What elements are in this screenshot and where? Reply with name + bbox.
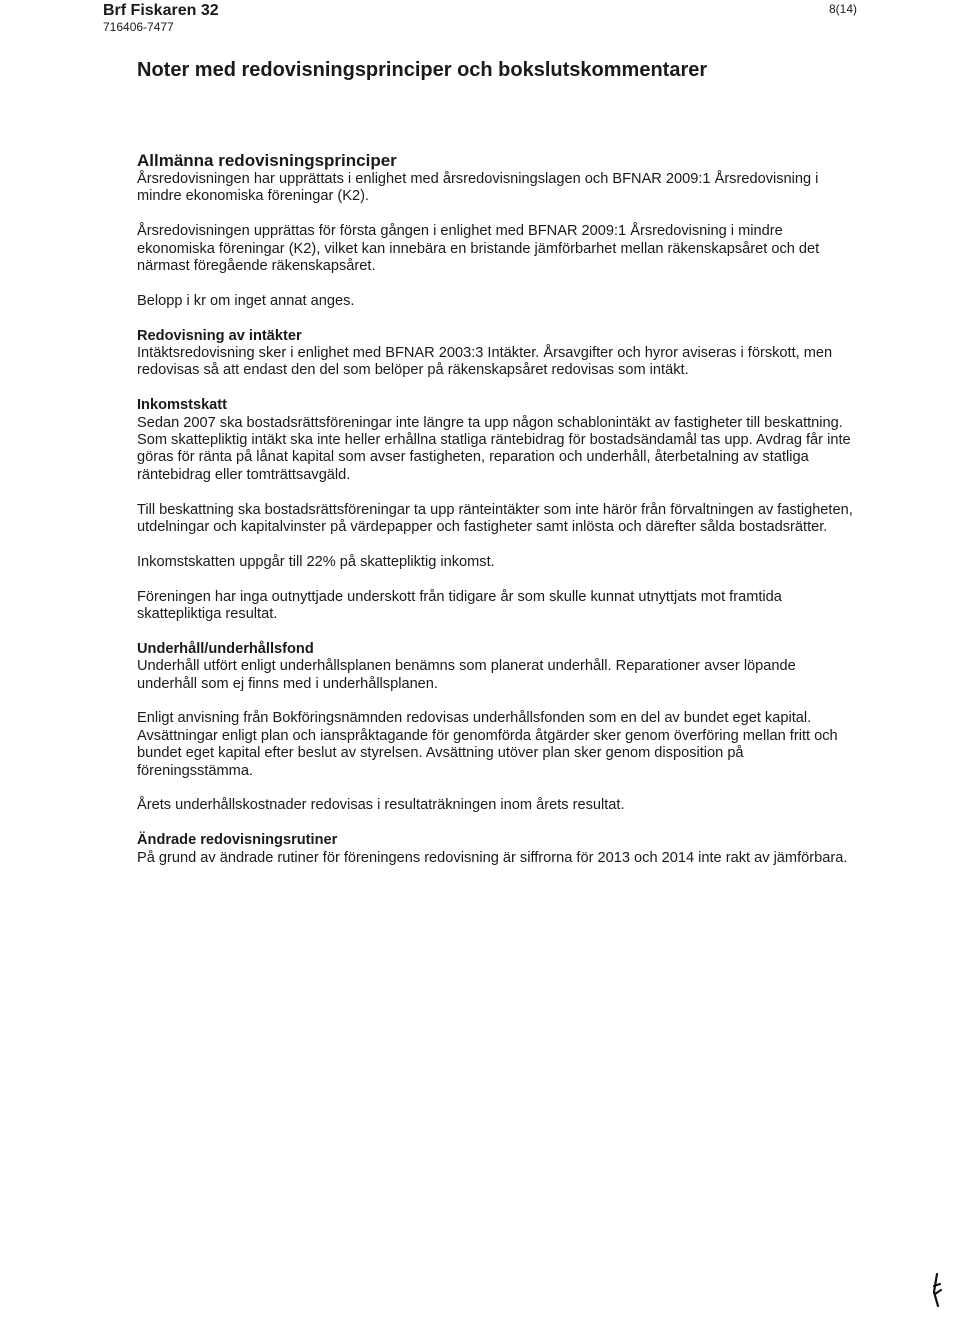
section-revenue-recognition	[137, 328, 857, 380]
organization-name: Brf Fiskaren 32	[103, 2, 219, 19]
section-heading-changed-routines: Ändrade redovisningsrutiner	[137, 832, 338, 849]
document-title: Noter med redovisningsprinciper och bokslutskommentarer	[137, 59, 708, 81]
paragraph: Intäktsredovisning sker i enlighet med BFNAR 2003:3 Intäkter. Årsavgifter och hyror aviseras i förskott, men redovisas så att endast den del som belöper på räkenskapsåret redovisas som intäkt.	[137, 345, 833, 379]
notes-content	[137, 151, 857, 867]
paragraph: Årsredovisningen upprättas för första gången i enlighet med BFNAR 2009:1 Årsredovisning i mindre ekonomiska föreningar (K2), vilket kan innebära en bristande jämförbarhet mellan räkenskapsåret och det närmast föregående räkenskapsåret.	[137, 223, 820, 275]
paragraph: Enligt anvisning från Bokföringsnämnden redovisas underhållsfonden som en del av bundet eget kapital. Avsättningar enligt plan och ianspråktagande för genomförda åtgärder sker genom överföring mellan fritt och bundet eget kapital efter beslut av styrelsen. Avsättning utöver plan sker genom disposition på föreningsstämma.	[137, 710, 838, 779]
page-number: 8(14)	[828, 2, 857, 16]
section-heading-income-tax: Inkomstskatt	[137, 397, 228, 414]
paragraph: Till beskattning ska bostadsrättsföreningar ta upp ränteintäkter som inte härör från förvaltningen av fastigheten, utdelningar och kapitalvinster på värdepapper och fastigheter samt inlösta och därefter sålda bostadsrätter.	[137, 501, 853, 536]
section-heading-revenue-recognition: Redovisning av intäkter	[137, 327, 302, 344]
paragraph: Inkomstskatten uppgår till 22% på skattepliktig inkomst.	[137, 553, 495, 570]
organization-number: 716406-7477	[103, 20, 174, 34]
paragraph: Årsredovisningen har upprättats i enlighet med årsredovisningslagen och BFNAR 2009:1 Årsredovisning i mindre ekonomiska föreningar (K2).	[137, 171, 819, 205]
section-changed-accounting-routines	[137, 832, 857, 867]
paragraph: Årets underhållskostnader redovisas i resultaträkningen inom årets resultat.	[137, 797, 625, 814]
paragraph: Föreningen har inga outnyttjade underskott från tidigare år som skulle kunnat utnyttjats mot framtida skattepliktiga resultat.	[137, 588, 782, 623]
paragraph: På grund av ändrade rutiner för föreningens redovisning är siffrorna för 2013 och 2014 inte rakt av jämförbara.	[137, 849, 848, 866]
section-maintenance-fund	[137, 641, 857, 815]
section-income-tax	[137, 397, 857, 623]
paragraph: Underhåll utfört enligt underhållsplanen benämns som planerat underhåll. Reparationer avser löpande underhåll som ej finns med i underhållsplanen.	[137, 658, 796, 692]
signature-mark	[928, 1272, 946, 1308]
paragraph: Belopp i kr om inget annat anges.	[137, 292, 355, 309]
section-accounting-principles	[137, 151, 857, 310]
paragraph: Sedan 2007 ska bostadsrättsföreningar inte längre ta upp någon schablonintäkt av fastigheter till beskattning. Som skattepliktig intäkt ska inte heller erhållna statliga räntebidrag för bostadsändamål tas upp. Avdrag får inte göras för ränta på lånat kapital som avser fastigheten, reparation och underhåll, återbetalning av statliga räntebidrag eller tomträttsavgäld.	[137, 414, 851, 483]
section-heading-maintenance-fund: Underhåll/underhållsfond	[137, 640, 314, 657]
section-heading-accounting-principles: Allmänna redovisningsprinciper	[137, 151, 397, 170]
